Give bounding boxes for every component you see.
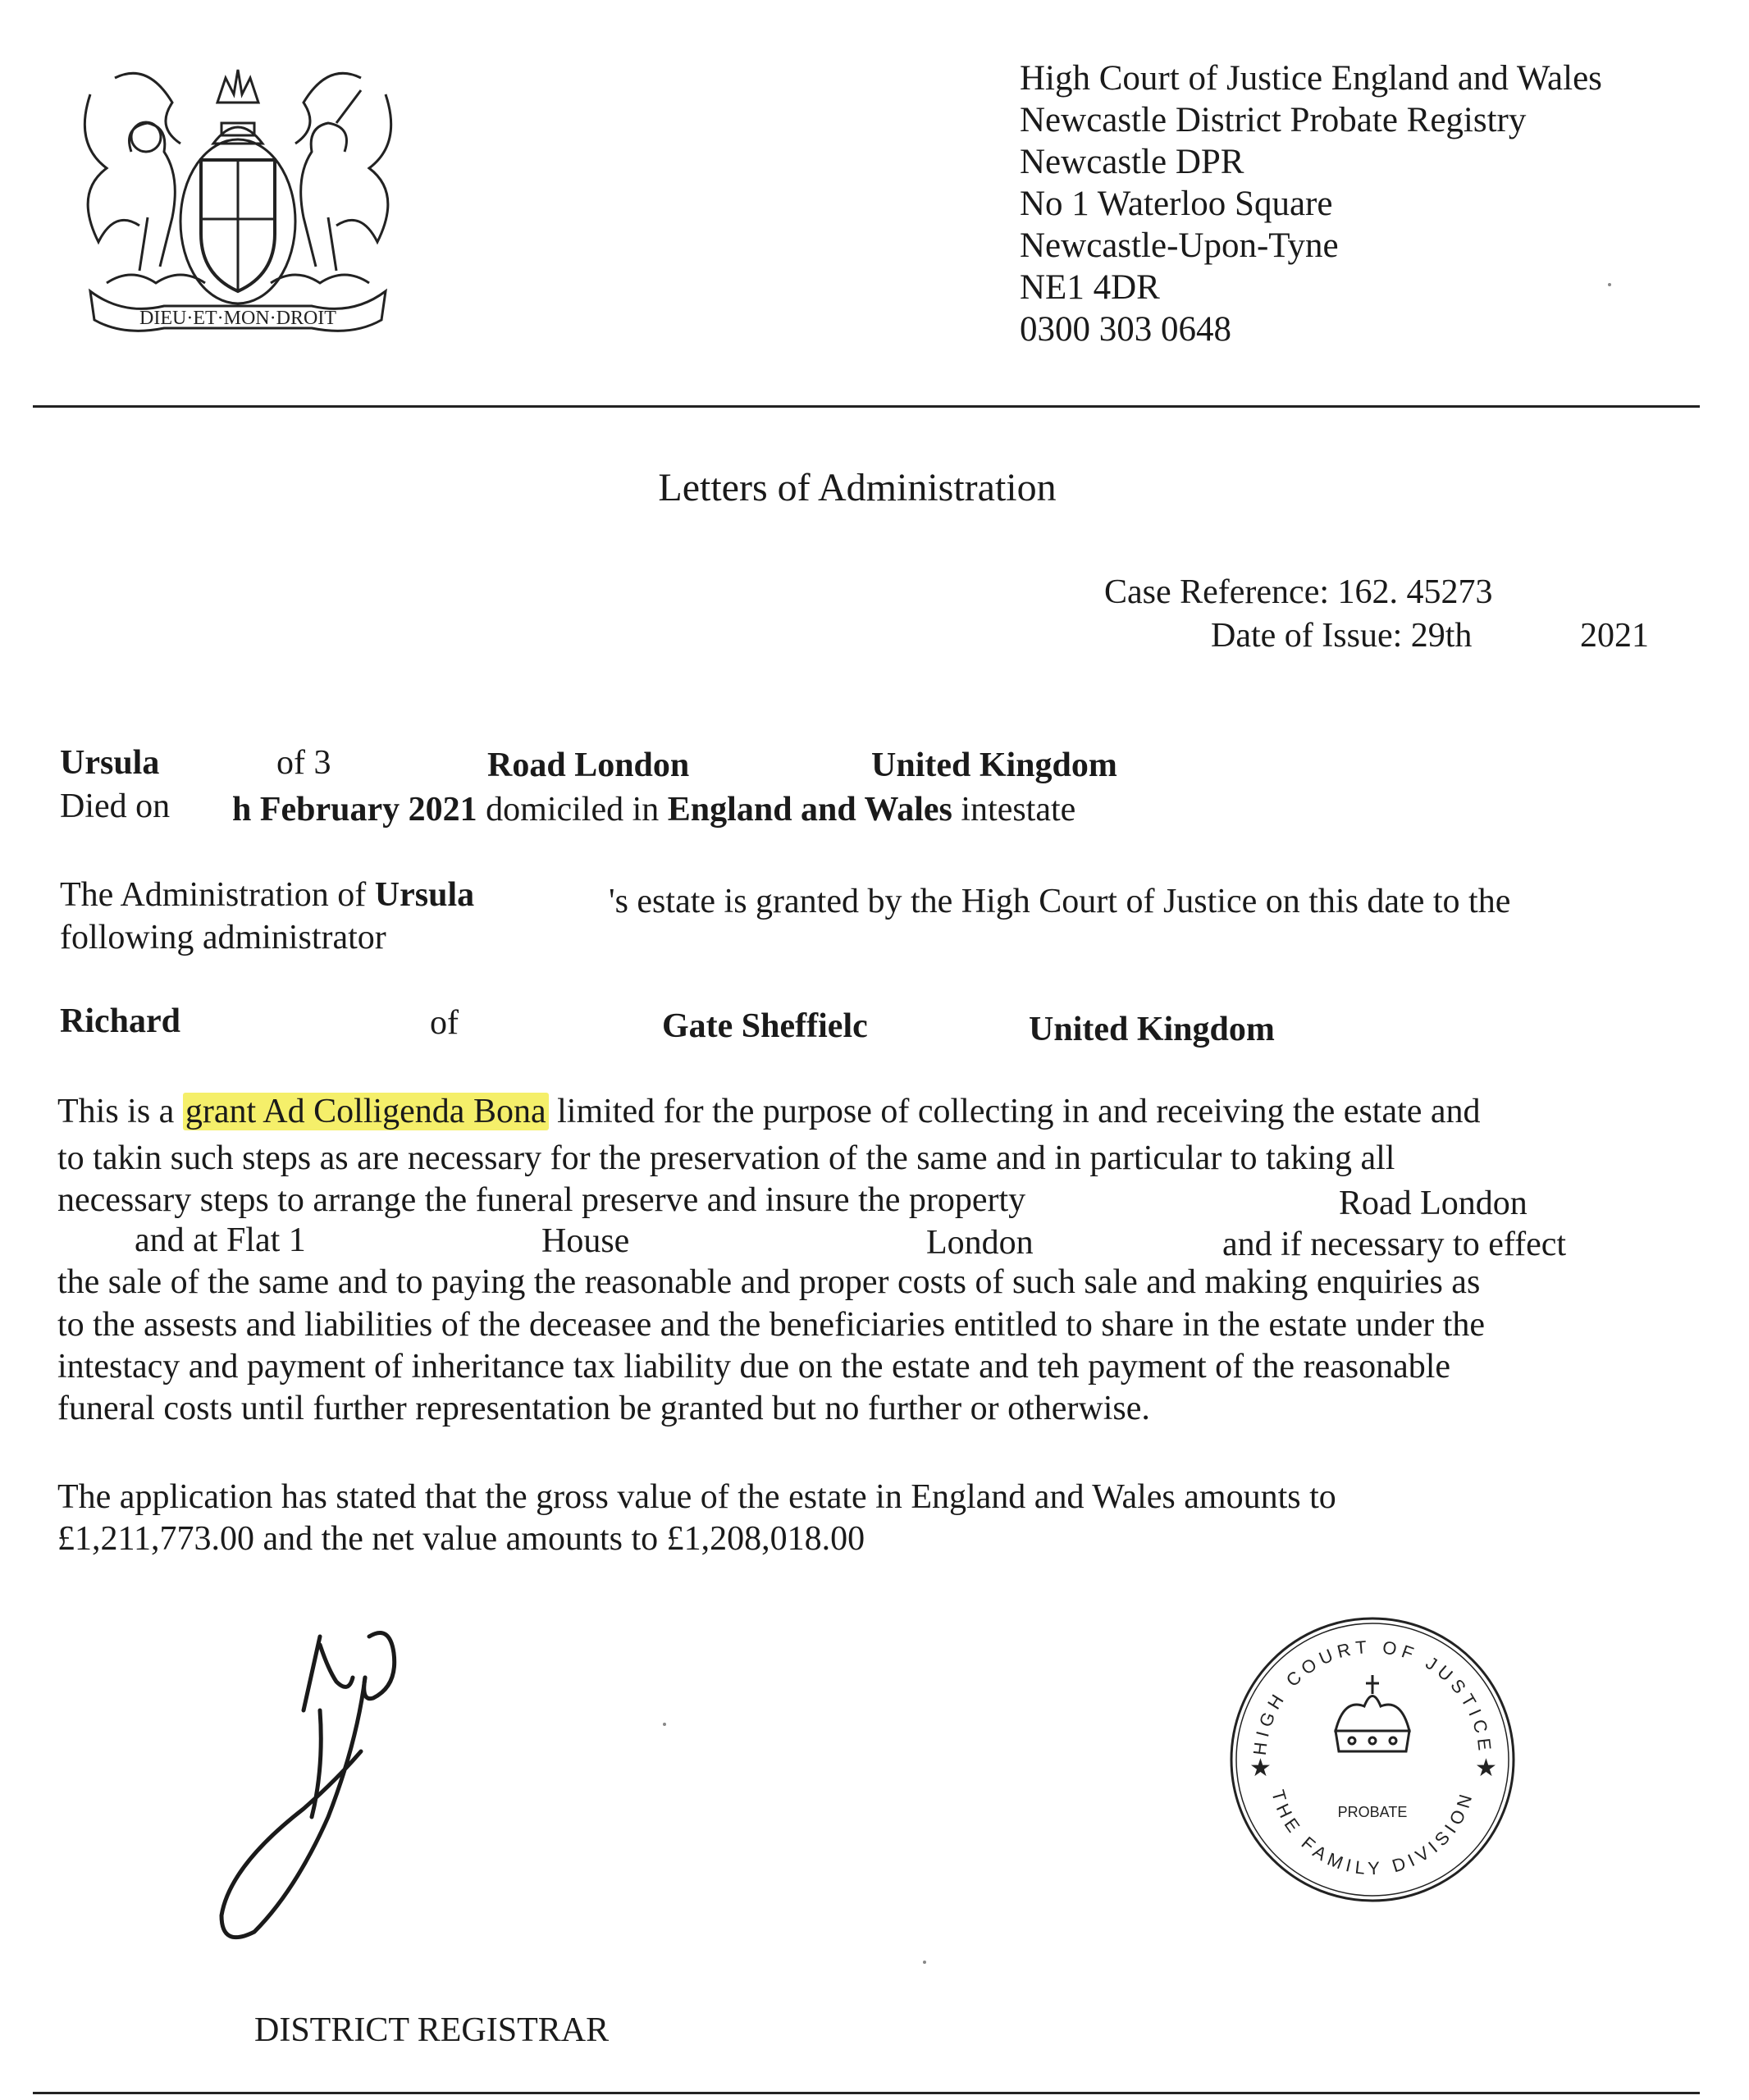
address-line-city: Newcastle-Upon-Tyne — [1020, 226, 1339, 265]
intestate-text: intestate — [961, 791, 1076, 829]
limitation-line4-london: London — [926, 1224, 1034, 1262]
limitation-line2: to takin such steps as are necessary for the preservation of the same and in particular to taking all — [57, 1139, 1395, 1177]
registry-address-block — [1020, 57, 1602, 350]
svg-text:★: ★ — [1475, 1754, 1497, 1783]
svg-text:★: ★ — [1249, 1754, 1272, 1783]
limitation-suffix: limited for the purpose of collecting in and receiving the estate and — [557, 1093, 1481, 1130]
svg-text:THE FAMILY DIVISION: THE FAMILY DIVISION — [1267, 1787, 1477, 1879]
limitation-line8: funeral costs until further representation be granted but no further or otherwise. — [57, 1390, 1150, 1427]
administrator-country: United Kingdom — [1029, 1011, 1275, 1048]
death-date: h February 2021 — [232, 791, 477, 829]
domiciled-in-text: domiciled in — [486, 791, 660, 829]
scan-speck — [923, 1961, 926, 1964]
address-line-phone: 0300 303 0648 — [1020, 310, 1231, 349]
grant-statement-name: Ursula — [374, 876, 475, 914]
grant-statement-line1 — [60, 874, 474, 915]
grant-statement-line2: following administrator — [60, 919, 386, 956]
royal-coat-of-arms-icon — [57, 45, 418, 340]
limitation-line5: the sale of the same and to paying the reasonable and proper costs of such sale and making enquiries as — [57, 1263, 1481, 1301]
estate-value-line1: The application has stated that the gross value of the estate in England and Wales amounts to — [57, 1478, 1336, 1516]
address-line-court: High Court of Justice England and Wales — [1020, 59, 1602, 98]
domicile-jurisdiction: England and Wales — [667, 791, 952, 829]
limitation-line3-road: Road London — [1339, 1185, 1528, 1222]
limitation-line4-effect: and if necessary to effect — [1222, 1226, 1567, 1263]
header-divider — [33, 405, 1700, 408]
address-line-registry: Newcastle District Probate Registry — [1020, 101, 1527, 139]
died-on-label: Died on — [60, 788, 171, 825]
limitation-line6: to the assests and liabilities of the deceasee and the beneficiaries entitled to share in the estate under the — [57, 1306, 1486, 1344]
limitation-line1 — [57, 1091, 1481, 1132]
registrar-signature — [197, 1620, 427, 1948]
limitation-line4-flat: and at Flat 1 — [135, 1221, 306, 1259]
limitation-prefix: This is a — [57, 1093, 175, 1130]
administrator-address: Gate Sheffielc — [662, 1007, 868, 1045]
deceased-road: Road London — [487, 746, 690, 784]
limitation-line3: necessary steps to arrange the funeral preserve and insure the property — [57, 1181, 1026, 1219]
district-registrar-label: DISTRICT REGISTRAR — [254, 2011, 610, 2049]
document-title: Letters of Administration — [658, 466, 1057, 509]
grant-statement-suffix: 's estate is granted by the High Court of Justice on this date to the — [609, 883, 1511, 920]
administrator-of: of — [430, 1004, 459, 1042]
grant-statement-prefix: The Administration of — [60, 876, 367, 914]
highlighted-grant-type: grant Ad Colligenda Bona — [183, 1093, 549, 1130]
svg-text:PROBATE: PROBATE — [1337, 1804, 1408, 1820]
probate-court-seal — [1221, 1608, 1524, 1911]
death-line — [232, 789, 1075, 830]
date-of-issue: Date of Issue: 29th — [1211, 617, 1473, 655]
scan-speck — [663, 1723, 666, 1726]
address-line-dpr: Newcastle DPR — [1020, 143, 1244, 181]
deceased-country: United Kingdom — [871, 746, 1117, 784]
scan-speck — [1608, 283, 1611, 286]
deceased-of: of 3 — [276, 744, 331, 782]
svg-text:HIGH COURT OF JUSTICE: HIGH COURT OF JUSTICE — [1249, 1636, 1496, 1757]
case-reference: Case Reference: 162. 45273 — [1104, 573, 1493, 611]
administrator-first-name: Richard — [60, 1002, 180, 1040]
estate-value-line2: £1,211,773.00 and the net value amounts to £1,208,018.00 — [57, 1520, 865, 1558]
footer-divider — [33, 2092, 1700, 2094]
svg-text:DIEU·ET·MON·DROIT: DIEU·ET·MON·DROIT — [139, 308, 336, 329]
deceased-first-name: Ursula — [60, 744, 160, 782]
issue-year: 2021 — [1580, 617, 1649, 655]
address-line-street: No 1 Waterloo Square — [1020, 185, 1333, 223]
limitation-line4-house: House — [541, 1222, 630, 1260]
address-line-postcode: NE1 4DR — [1020, 268, 1160, 307]
limitation-line7: intestacy and payment of inheritance tax liability due on the estate and teh payment of the reasonable — [57, 1348, 1451, 1386]
